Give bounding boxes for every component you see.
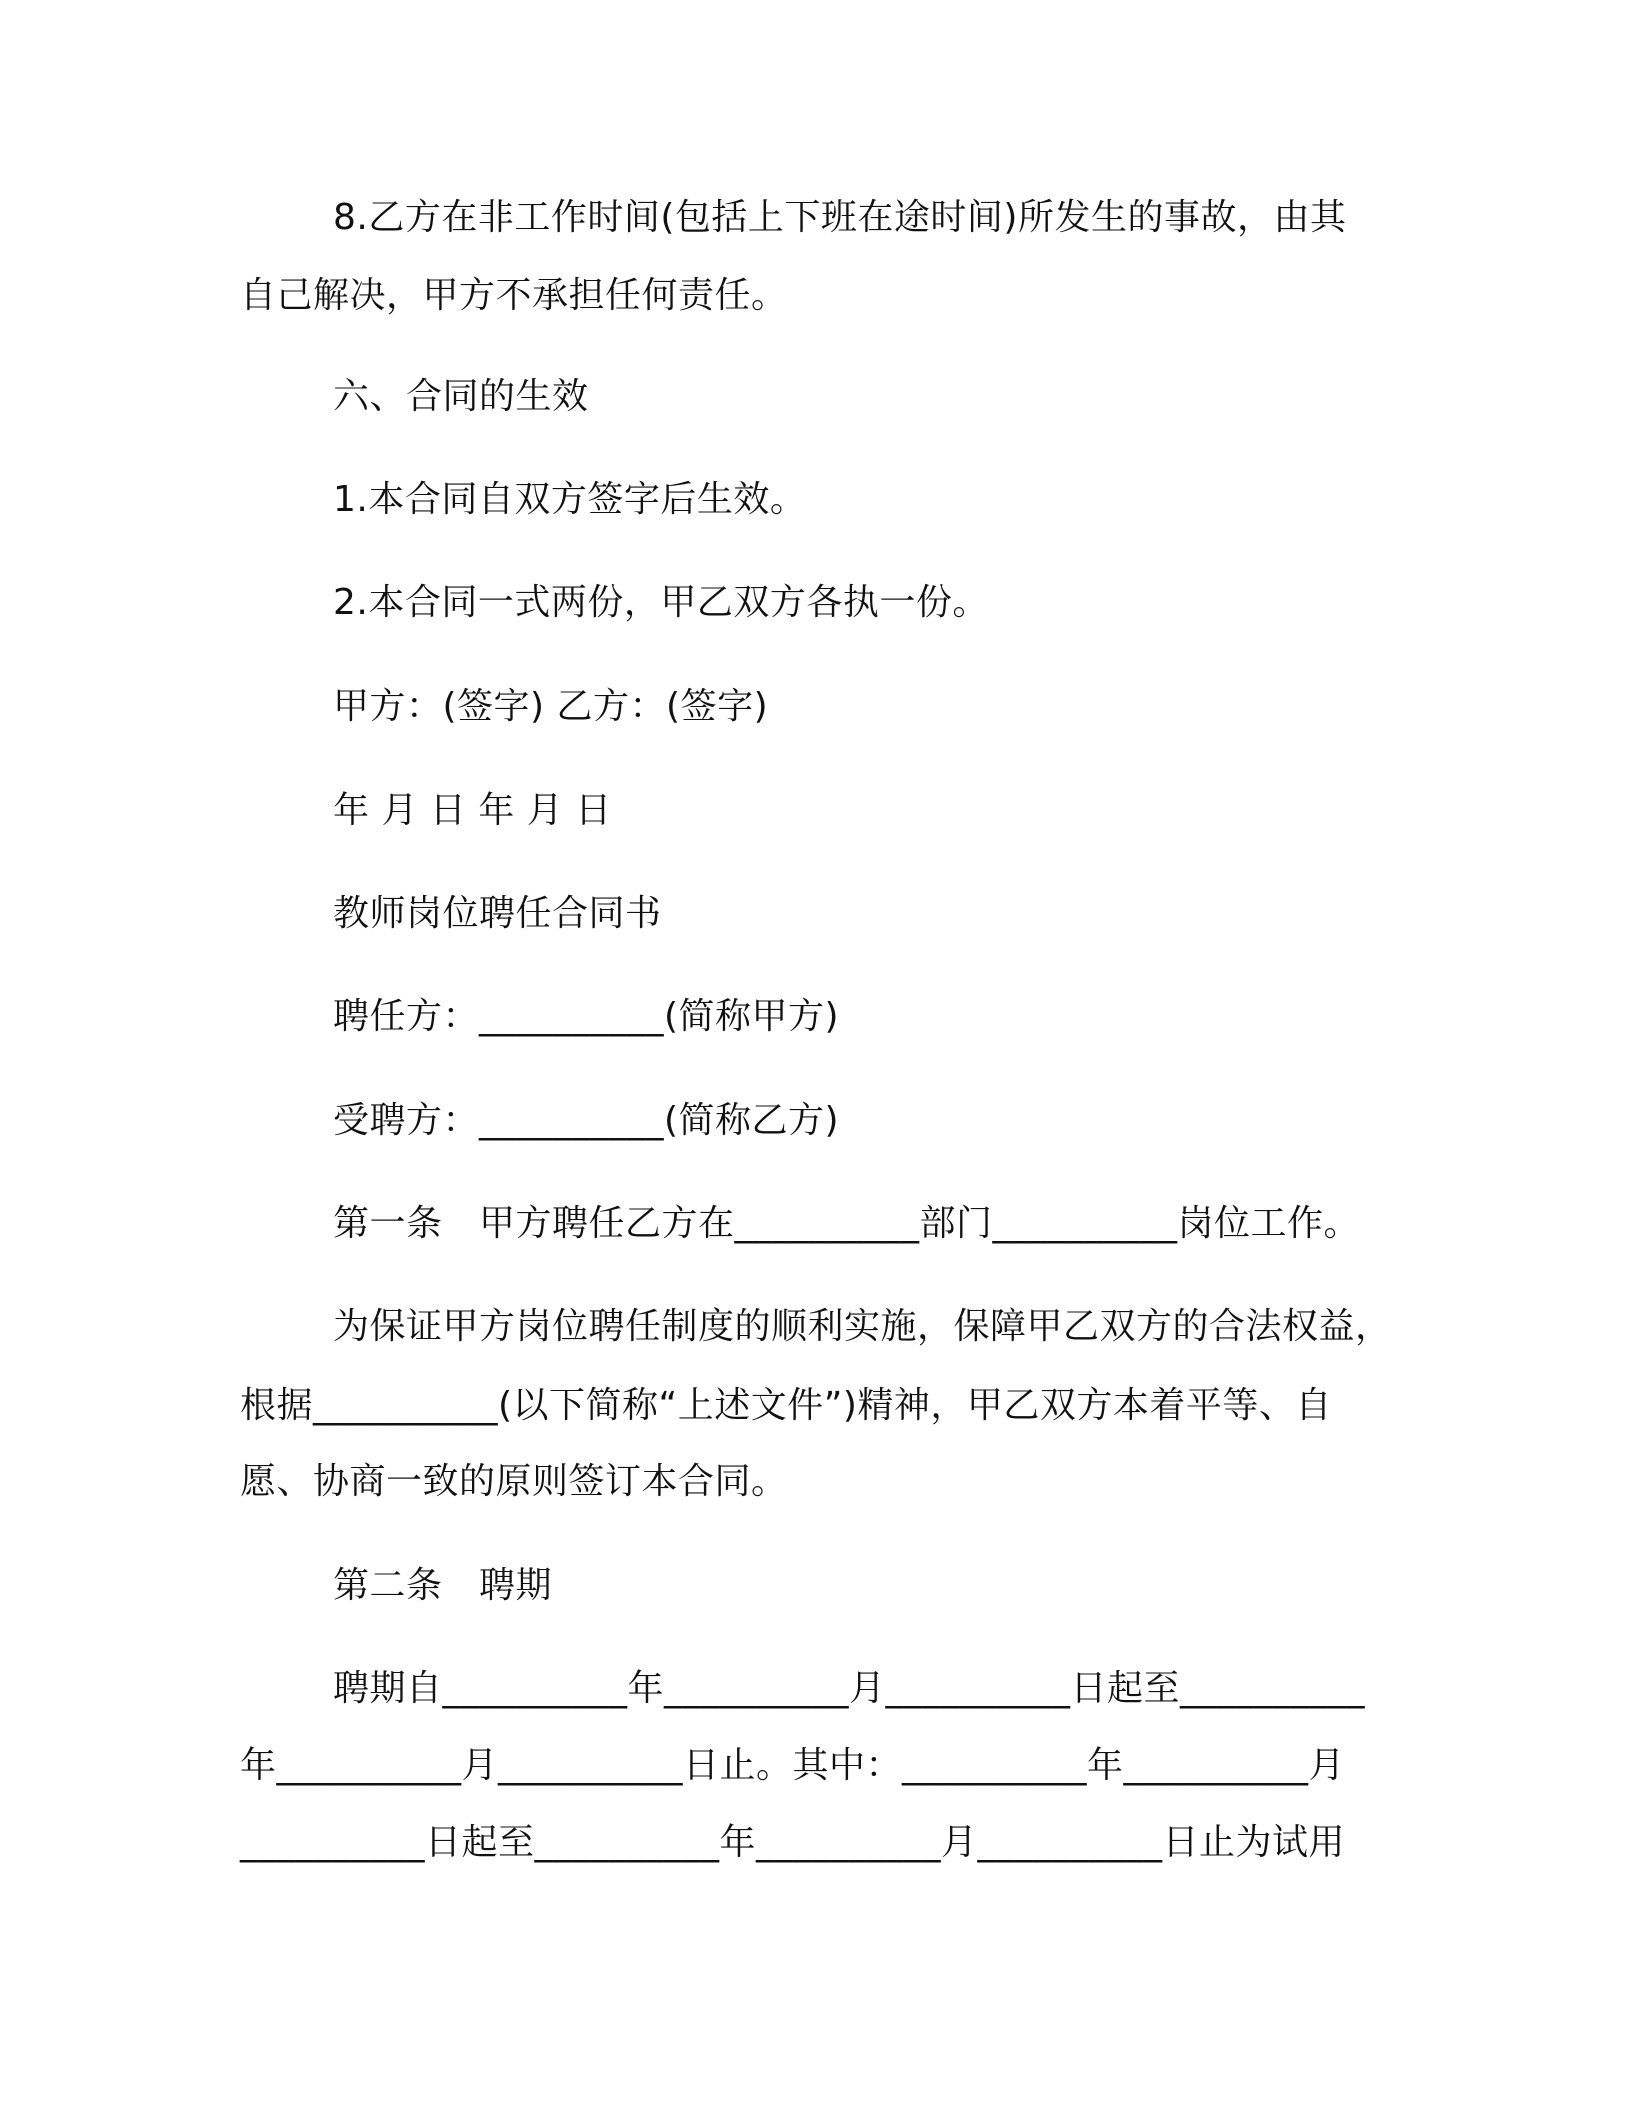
article-2-heading: 第二条 聘期: [333, 1565, 553, 1606]
article-1-line: 第一条 甲方聘任乙方在__________部门__________岗位工作。: [333, 1203, 1361, 1244]
clause-8-line-1: 8.乙方在非工作时间(包括上下班在途时间)所发生的事故，由其: [333, 197, 1347, 238]
preamble-line-2: 根据__________(以下简称“上述文件”)精神，甲乙双方本着平等、自: [240, 1385, 1332, 1426]
term-line-1: 聘期自__________年__________月__________日起至__________: [333, 1668, 1366, 1709]
signature-line: 甲方：(签字) 乙方：(签字): [333, 686, 769, 727]
date-line: 年 月 日 年 月 日: [333, 790, 612, 831]
section-heading-contract-effect: 六、合同的生效: [333, 376, 589, 417]
employer-line: 聘任方：__________(简称甲方): [333, 996, 840, 1037]
term-line-3: __________日起至__________年__________月__________日止为试用: [240, 1822, 1346, 1863]
document-title: 教师岗位聘任合同书: [333, 893, 662, 934]
preamble-line-1: 为保证甲方岗位聘任制度的顺利实施，保障甲乙双方的合法权益，: [333, 1306, 1392, 1347]
term-line-2: 年__________月__________日止。其中：__________年__________月: [240, 1745, 1346, 1786]
employee-line: 受聘方：__________(简称乙方): [333, 1100, 840, 1141]
preamble-line-3: 愿、协商一致的原则签订本合同。: [240, 1461, 788, 1502]
effect-clause-1: 1.本合同自双方签字后生效。: [333, 479, 807, 520]
clause-8-line-2: 自己解决，甲方不承担任何责任。: [240, 275, 788, 316]
effect-clause-2: 2.本合同一式两份，甲乙双方各执一份。: [333, 582, 989, 623]
